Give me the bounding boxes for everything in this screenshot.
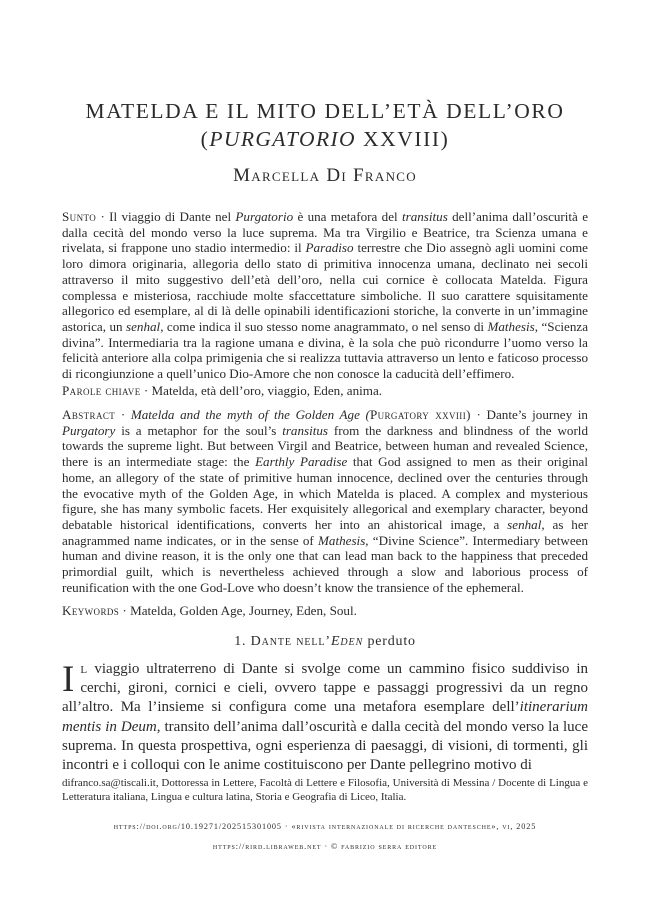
abstract-italic: Earthly Paradise bbox=[255, 454, 348, 470]
abstract-italic: senhal bbox=[507, 516, 542, 532]
body-text: viaggio ultraterreno di Dante si svolge come un cammino fisico suddiviso in cerchi, gironi, cornici e cieli, ovvero tappe e passaggi progressivi da un regno all’altro. Ma l’insieme si configura come una metafora esemplare dell’ bbox=[62, 661, 588, 716]
keywords-text: Matelda, Golden Age, Journey, Eden, Soul. bbox=[130, 603, 357, 618]
abstract-text: is a metaphor for the soul’s bbox=[115, 422, 283, 438]
abstract-text: , as her anagrammed name indicates, or in the sense of bbox=[62, 516, 588, 548]
keywords bbox=[62, 603, 588, 619]
title-purgatorio: PURGATORIO bbox=[209, 127, 356, 151]
author-name: Marcella Di Franco bbox=[233, 165, 417, 186]
sunto-label: Sunto bbox=[62, 209, 97, 224]
sunto-text: , come indica il suo stesso nome anagrammato, o nel senso di bbox=[160, 318, 488, 334]
abstract-italic: Purgatory bbox=[62, 422, 116, 438]
abstract-label: Abstract bbox=[62, 407, 116, 422]
abstract-italic: Mathesis bbox=[318, 532, 366, 548]
publisher-line: https://rird.libraweb.net · © fabrizio serra editore bbox=[212, 842, 438, 851]
parole-chiave-text: Matelda, età dell’oro, viaggio, Eden, anima. bbox=[151, 383, 383, 398]
footnote: difranco.sa@tiscali.it, Dottoressa in Lettere, Facoltà di Lettere e Filosofia, Università di Messina / Docente di Lingua e Letteratura italiana, Lingua e cultura latina, Storia e Geografia di Liceo, Italia. bbox=[62, 777, 588, 803]
sunto-italic: Purgatorio bbox=[235, 209, 294, 224]
body-paragraph bbox=[62, 660, 588, 775]
keywords-label: Keywords bbox=[62, 603, 120, 618]
section-title-end: perduto bbox=[363, 634, 416, 649]
abstract-separator: · bbox=[115, 407, 131, 422]
doi-line: https://doi.org/10.19271/202515301005 · «rivista internazionale di ricerche dantesche», vi, 2025 bbox=[113, 822, 537, 831]
abstract-text: that God assigned to men as their original home, an allegory of the state of primitive human innocence, declined over the centuries through the evocative myth of the Golden Age, in which Matelda is placed. A complex and mysterious figure, she has many symbolic facets. Her exquisitely allegorical and exemplary character, beyond debatable historical identifications, converts her into an ahistorical image, a bbox=[62, 454, 588, 532]
sunto-text: terrestre che Dio assegnò agli uomini come loro dimora originaria, allegoria dello stato di primitiva innocenza umana, declinato nei secoli attraverso il mito suggestivo dell’età dell’oro, nella cui cornice è collocata Matelda. Figura complessa e misteriosa, racchiude molte sfaccettature simboliche. Il suo carattere squisitamente allegorico ed esemplare, al di là delle opinabili identificazioni storiche, la converte in un’immagine astorica, un bbox=[62, 240, 588, 334]
abstract-text: from the darkness and blindness of the world towards the supreme light. But between Virgil and Beatrice, between human and revealed Science, there is an intermediate stage: the bbox=[62, 422, 588, 470]
abstract-text: , “Divine Science”. Intermediary between human and divine reason, it is the only one that can lead man back to the happiness that preceded primordial guilt, which is nevertheless achieved through a slow and laborious process of reunification with the one God-Love who doesn’t know the transience of the ephemeral. bbox=[62, 532, 588, 595]
abstract-title: Matelda and the myth of the Golden Age ( bbox=[130, 407, 370, 422]
abstract-italic: transitus bbox=[282, 422, 329, 438]
abstract-paragraph bbox=[62, 407, 588, 595]
section-title: Dante nell’ bbox=[250, 634, 331, 649]
section-number: 1. bbox=[234, 634, 251, 649]
title-paren-open: ( bbox=[200, 127, 210, 151]
title-canto: XXVIII) bbox=[355, 127, 450, 151]
sunto-italic: Mathesis bbox=[487, 318, 535, 334]
abstract-title-canto: Purgatory xxviii) bbox=[369, 407, 471, 422]
parole-chiave bbox=[62, 383, 588, 399]
keywords-separator: · bbox=[119, 603, 131, 618]
sunto-paragraph bbox=[62, 209, 588, 382]
sunto-text: , “Scienza divina”. Intermediaria tra la ragione umana e divina, è la sola che può ricondurre l’uomo verso la felicità anteriore alla colpa primigenia che si realizza tuttavia attraverso un lento e faticoso processo di ricongiunzione a quell’unico Dio-Amore che non conosce la caducità dell’effimero. bbox=[62, 318, 589, 382]
body-first-letter: l bbox=[80, 661, 88, 677]
sunto-italic: senhal bbox=[126, 318, 161, 334]
article-title-line1: MATELDA E IL MITO DELL’ETÀ DELL’ORO bbox=[85, 99, 565, 123]
sunto-italic: Paradiso bbox=[305, 240, 354, 256]
sunto-text: è una metafora del bbox=[293, 209, 402, 224]
section-title-eden: Eden bbox=[330, 634, 364, 649]
sunto-separator: · bbox=[96, 209, 110, 224]
abstract-text: · Dante’s journey in bbox=[470, 407, 588, 422]
body-italic: itinerarium mentis in Deum bbox=[62, 699, 588, 735]
parole-chiave-separator: · bbox=[140, 383, 152, 398]
sunto-text: Il viaggio di Dante nel bbox=[109, 209, 236, 224]
section-heading bbox=[0, 635, 650, 649]
body-text: , transito dell’anima dall’oscurità e dalla cecità del mondo verso la luce suprema. In questa prospettiva, ogni esperienza di paesaggi, di visioni, di tormenti, gli incontri e i colloqui con le anime costituiscono per Dante pellegrino motivo di bbox=[62, 718, 588, 774]
sunto-italic: transitus bbox=[401, 209, 448, 224]
parole-chiave-label: Parole chiave bbox=[62, 383, 141, 398]
article-title-line2 bbox=[0, 129, 650, 151]
drop-cap: I bbox=[62, 659, 75, 700]
sunto-text: dell’anima dall’oscurità e dalla cecità del mondo verso la luce suprema. Ma tra Virgilio e Beatrice, tra Scienza umana e rivelata, si frappone uno stadio intermedio: il bbox=[62, 209, 589, 256]
